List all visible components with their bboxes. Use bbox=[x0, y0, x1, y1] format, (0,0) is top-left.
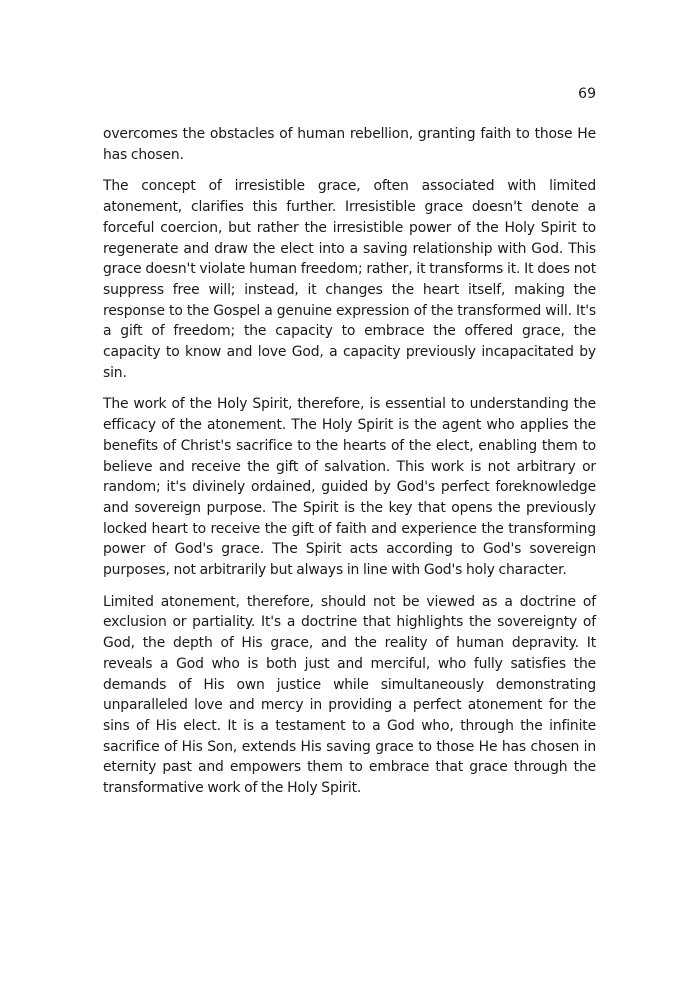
paragraph-irresistible-grace: The concept of irresistible grace, often associated with limited atonement, clarifies this further. Irresistible grace doesn't denote a forceful coercion, but rather the irresistible power of the Holy Spirit to regenerate and draw the elect into a saving relationship with God. This grace doesn't violate human freedom; rather, it transforms it. It does not suppress free will; instead, it changes the heart itself, making the response to the Gospel a genuine expression of the transformed will. It's a gift of freedom; the capacity to embrace the offered grace, the capacity to know and love God, a capacity previously incapacitated by sin. bbox=[103, 178, 596, 381]
paragraph-limited-atonement: Limited atonement, therefore, should not be viewed as a doctrine of exclusion or partiality. It's a doctrine that highlights the sovereignty of God, the depth of His grace, and the reality of human depravity. It reveals a God who is both just and merciful, who fully satisfies the demands of His own justice while simultaneously demonstrating unparalleled love and mercy in providing a perfect atonement for the sins of His elect. It is a testament to a God who, through the infinite sacrifice of His Son, extends His saving grace to those He has chosen in eternity past and empowers them to embrace that grace through the transformative work of the Holy Spirit. bbox=[103, 593, 596, 797]
body-text bbox=[103, 124, 596, 810]
paragraph-holy-spirit: The work of the Holy Spirit, therefore, is essential to understanding the efficacy of the atonement. The Holy Spirit is the agent who applies the benefits of Christ's sacrifice to the hearts of the elect, enabling them to believe and receive the gift of salvation. This work is not arbitrary or random; it's divinely ordained, guided by God's perfect foreknowledge and sovereign purpose. The Spirit is the key that opens the previously locked heart to receive the gift of faith and experience the transforming power of God's grace. The Spirit acts according to God's sovereign purposes, not arbitrarily but always in line with God's holy character. bbox=[103, 396, 596, 579]
paragraph-continuation: overcomes the obstacles of human rebellion, granting faith to those He has chosen. bbox=[103, 126, 596, 163]
page-number: 69 bbox=[578, 86, 596, 102]
